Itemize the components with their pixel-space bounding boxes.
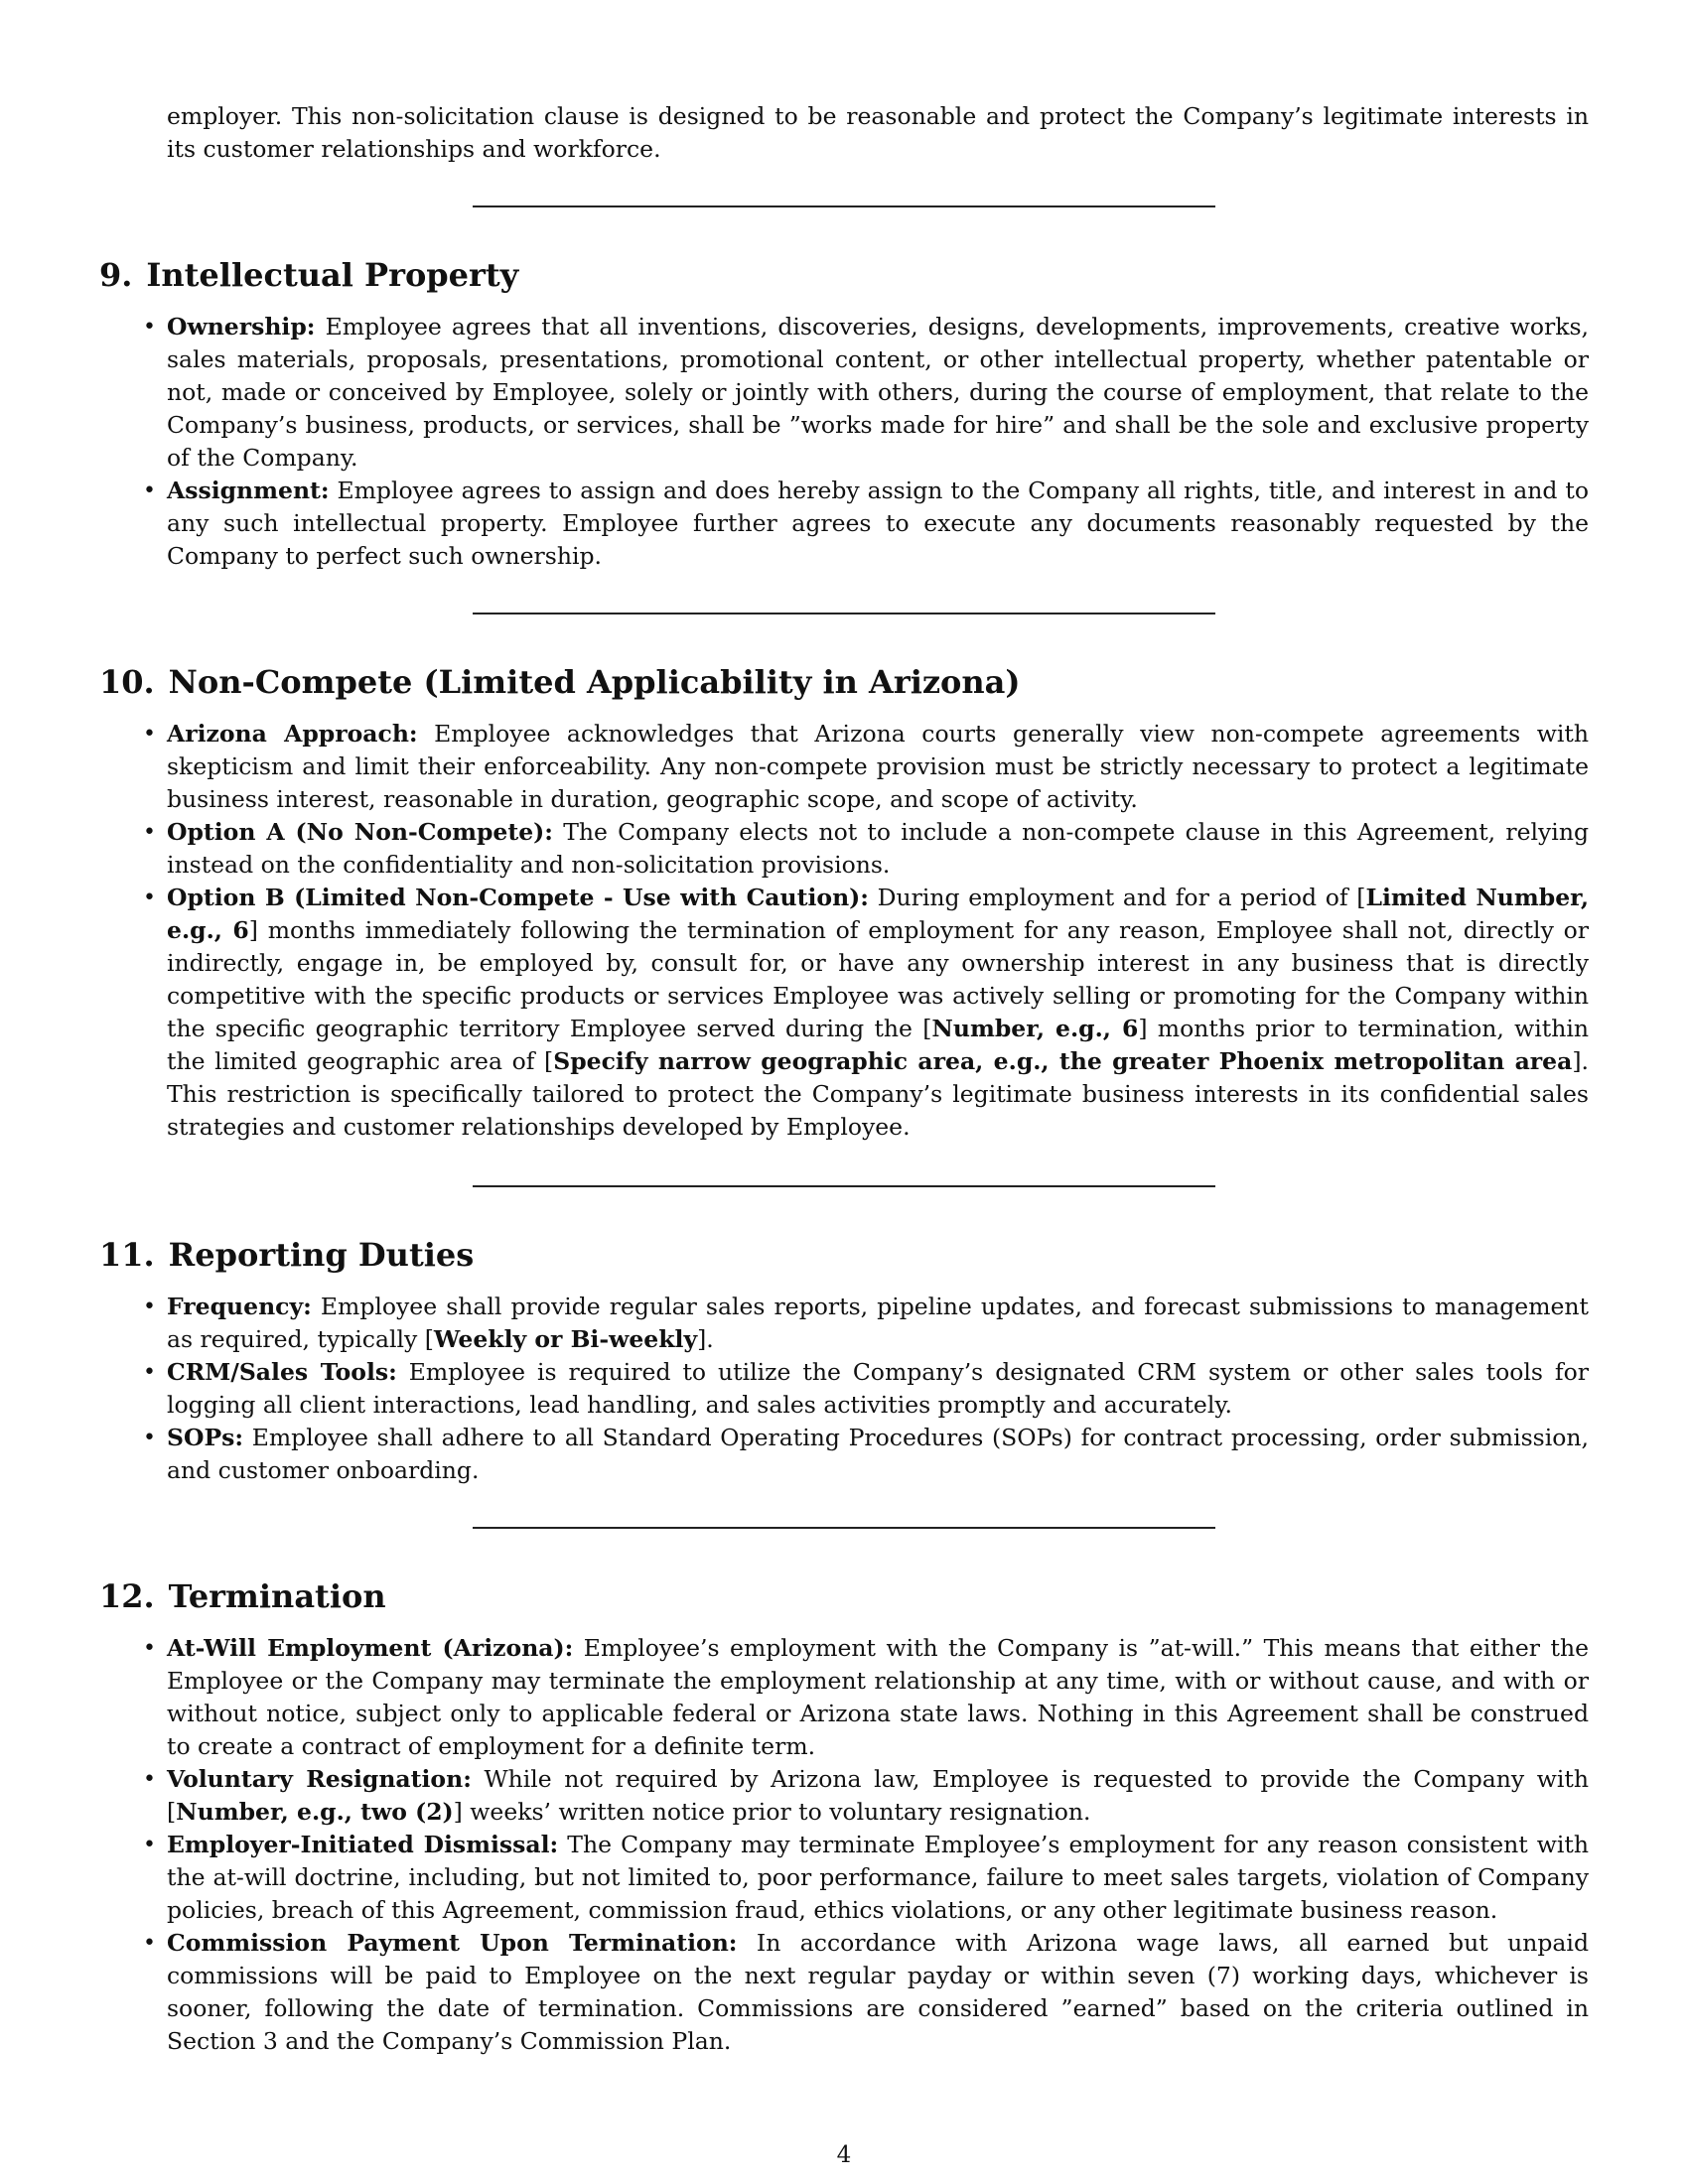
item-label: Ownership: xyxy=(167,313,316,341)
list-item xyxy=(99,718,1589,816)
section-number: 10. xyxy=(99,663,155,701)
bullet-icon: • xyxy=(143,1931,156,1956)
bullet-icon: • xyxy=(143,1767,156,1792)
intro-paragraph: employer. This non-solicitation clause is designed to be reasonable and protect the Company’s legitimate interests in its customer relationships and workforce. xyxy=(167,102,1589,163)
placeholder-text: Specify narrow geographic area, e.g., the greater Phoenix metropolitan area xyxy=(553,1047,1573,1075)
bullet-icon: • xyxy=(143,1426,156,1450)
item-label: Option A (No Non-Compete): xyxy=(167,818,553,846)
item-label: SOPs: xyxy=(167,1424,244,1451)
section-divider xyxy=(473,613,1215,614)
bullet-icon: • xyxy=(143,1360,156,1385)
section-title: Termination xyxy=(168,1577,386,1615)
list-item xyxy=(99,1291,1589,1356)
section-9-heading xyxy=(99,255,518,295)
item-text: The Company may terminate Employee’s employment for any reason consistent with the at-will doctrine, including, but not limited to, poor performance, failure to meet sales targets, violation of Company policies, breach of this Agreement, commission fraud, ethics violations, or any other legitimate business reason. xyxy=(167,1831,1590,1924)
page-number: 4 xyxy=(836,2142,852,2168)
list-item xyxy=(99,1927,1589,2058)
item-text: Employee agrees that all inventions, discoveries, designs, developments, improvements, creative works, sales materials, proposals, presentations, promotional content, or other intellectual property, whether patentable or not, made or conceived by Employee, solely or jointly with others, during the course of employment, that relate to the Company’s business, products, or services, shall be ”works made for hire” and shall be the sole and exclusive property of the Company. xyxy=(167,313,1589,472)
item-text: ] months prior to termination, within the limited geographic area of [ xyxy=(167,1015,1590,1075)
section-title: Intellectual Property xyxy=(146,256,519,294)
bullet-icon: • xyxy=(143,478,156,503)
section-title: Reporting Duties xyxy=(168,1236,475,1274)
section-title: Non-Compete (Limited Applicability in Arizona) xyxy=(168,663,1021,701)
item-text: Employee agrees to assign and does hereby assign to the Company all rights, title, and interest in and to any such intellectual property. Employee further agrees to execute any documents reasonably requested by the Company to perfect such ownership. xyxy=(167,477,1589,570)
list-item xyxy=(99,1829,1589,1927)
item-text: Employee shall provide regular sales reports, pipeline updates, and forecast submissions to management as required, typically [ xyxy=(167,1293,1589,1353)
list-item xyxy=(99,1356,1589,1422)
item-label: Option B (Limited Non-Compete - Use with Caution): xyxy=(167,884,869,911)
list-item xyxy=(99,311,1589,475)
item-text: Employee is required to utilize the Company’s designated CRM system or other sales tools for logging all client interactions, lead handling, and sales activities promptly and accurately. xyxy=(167,1358,1589,1419)
item-label: Arizona Approach: xyxy=(167,720,418,748)
item-text: ]. xyxy=(697,1325,714,1353)
section-number: 12. xyxy=(99,1577,155,1615)
item-label: Commission Payment Upon Termination: xyxy=(167,1929,738,1957)
list-item xyxy=(99,1763,1589,1829)
item-label: Employer-Initiated Dismissal: xyxy=(167,1831,559,1858)
bullet-icon: • xyxy=(143,886,156,910)
placeholder-text: Limited Number, e.g., 6 xyxy=(167,884,1589,944)
bullet-icon: • xyxy=(143,1636,156,1661)
item-text: Employee acknowledges that Arizona courts generally view non-compete agreements with skepticism and limit their enforceability. Any non-compete provision must be strictly necessary to protect a legitimate business interest, reasonable in duration, geographic scope, and scope of activity. xyxy=(167,720,1589,813)
section-10-list xyxy=(99,718,1589,1144)
section-11-list xyxy=(99,1291,1589,1487)
section-divider xyxy=(473,1527,1215,1529)
section-10-heading xyxy=(99,662,1021,702)
bullet-icon: • xyxy=(143,315,156,340)
list-item xyxy=(99,475,1589,573)
bullet-icon: • xyxy=(143,1295,156,1319)
item-text: During employment and for a period of [ xyxy=(868,884,1366,911)
list-item xyxy=(99,1422,1589,1487)
item-text: Employee shall adhere to all Standard Operating Procedures (SOPs) for contract processing, order submission, and customer onboarding. xyxy=(167,1424,1589,1484)
placeholder-text: Number, e.g., 6 xyxy=(931,1015,1139,1042)
bullet-icon: • xyxy=(143,1833,156,1857)
placeholder-text: Weekly or Bi-weekly xyxy=(433,1325,698,1353)
item-text: While not required by Arizona law, Employee is requested to provide the Company with [ xyxy=(167,1765,1589,1826)
placeholder-text: Number, e.g., two (2) xyxy=(176,1798,454,1826)
section-9-list xyxy=(99,311,1589,573)
section-number: 9. xyxy=(99,256,133,294)
item-text: Employee’s employment with the Company is ”at-will.” This means that either the Employee or the Company may terminate the employment relationship at any time, with or without cause, and with or without notice, subject only to applicable federal or Arizona state laws. Nothing in this Agreement shall be construed to create a contract of employment for a definite term. xyxy=(167,1634,1589,1760)
item-text: The Company elects not to include a non-compete clause in this Agreement, relying instead on the confidentiality and non-solicitation provisions. xyxy=(167,818,1590,879)
section-divider xyxy=(473,1185,1215,1187)
item-label: CRM/Sales Tools: xyxy=(167,1358,397,1386)
bullet-icon: • xyxy=(143,722,156,747)
item-label: Voluntary Resignation: xyxy=(167,1765,472,1793)
list-item xyxy=(99,882,1589,1144)
item-text: In accordance with Arizona wage laws, all earned but unpaid commissions will be paid to Employee on the next regular payday or within seven (7) working days, whichever is sooner, following the date of termination. Commissions are considered ”earned” based on the criteria outlined in Section 3 and the Company’s Commission Plan. xyxy=(167,1929,1589,2055)
section-divider xyxy=(473,205,1215,207)
item-text: ] months immediately following the termination of employment for any reason, Employee shall not, directly or indirectly, engage in, be employed by, consult for, or have any ownership interest in any business that is directly competitive with the specific products or services Employee was actively selling or promoting for the Company within the specific geographic territory Employee served during the [ xyxy=(167,916,1590,1042)
item-label: Assignment: xyxy=(167,477,330,504)
list-item xyxy=(99,816,1589,882)
list-item xyxy=(99,1632,1589,1763)
item-label: Frequency: xyxy=(167,1293,312,1320)
section-number: 11. xyxy=(99,1236,155,1274)
item-text: ] weeks’ written notice prior to voluntary resignation. xyxy=(453,1798,1091,1826)
section-11-heading xyxy=(99,1235,474,1275)
item-label: At-Will Employment (Arizona): xyxy=(167,1634,574,1662)
section-12-list xyxy=(99,1632,1589,2058)
section-12-heading xyxy=(99,1576,386,1616)
bullet-icon: • xyxy=(143,820,156,845)
item-text: ]. This restriction is specifically tailored to protect the Company’s legitimate business interests in its confidential sales strategies and customer relationships developed by Employee. xyxy=(167,1047,1590,1141)
